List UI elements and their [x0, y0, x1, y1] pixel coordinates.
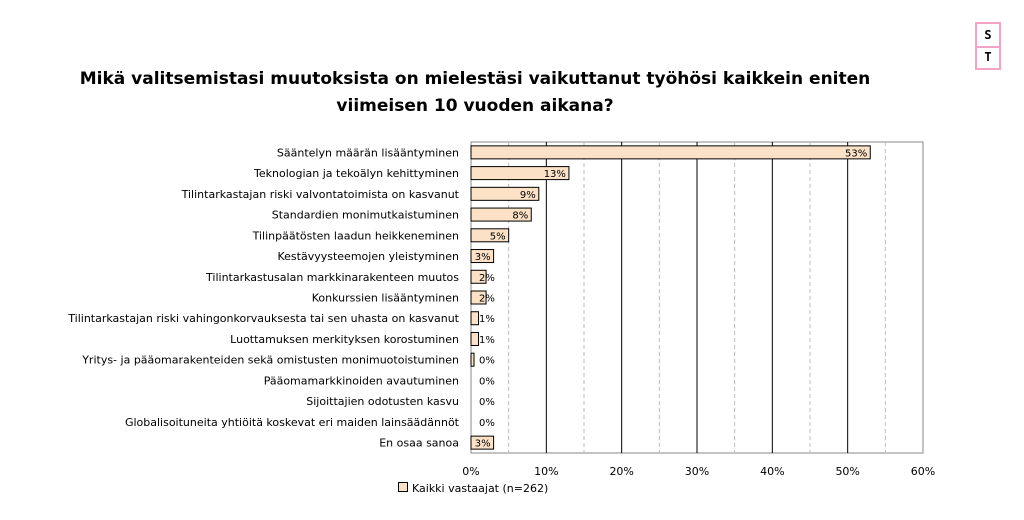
category-label: Sijoittajien odotusten kasvu [306, 395, 459, 409]
category-label: Tilintarkastusalan markkinarakenteen muutos [206, 270, 459, 284]
data-label: 1% [479, 334, 495, 346]
category-label: Teknologian ja tekoälyn kehittyminen [254, 167, 459, 181]
category-label: Kestävyysteemojen yleistyminen [277, 250, 459, 264]
bar [471, 353, 474, 366]
logo-letter-s: S [977, 24, 999, 48]
category-label: Tilintarkastajan riski vahingonkorvauksesta tai sen uhasta on kasvanut [68, 312, 459, 326]
bar [471, 312, 479, 325]
data-label: 2% [479, 293, 495, 305]
category-label: Standardien monimutkaistuminen [271, 208, 459, 222]
x-tick-label: 50% [835, 465, 860, 478]
category-label: Yritys- ja pääomarakenteiden sekä omistusten monimuotoistuminen [82, 353, 459, 367]
data-label: 9% [519, 189, 536, 201]
category-label: Tilinpäätösten laadun heikkeneminen [252, 229, 459, 243]
category-label: Globalisoituneita yhtiöitä koskevat eri maiden lainsäädännöt [124, 415, 459, 429]
legend-label: Kaikki vastaajat (n=262) [412, 482, 549, 495]
data-label: 13% [543, 169, 566, 181]
data-label: 3% [474, 252, 491, 264]
data-label: 0% [479, 417, 495, 429]
category-label: Pääomamarkkinoiden avautuminen [263, 374, 459, 388]
data-label: 2% [479, 272, 495, 284]
x-tick-label: 60% [910, 465, 936, 478]
category-label: En osaa sanoa [379, 436, 459, 450]
bar [471, 146, 870, 159]
x-tick-label: 0% [462, 465, 480, 478]
data-label: 8% [512, 210, 529, 222]
x-tick-label: 30% [684, 465, 710, 478]
category-label: Tilintarkastajan riski valvontatoimista on kasvanut [181, 187, 459, 201]
legend [398, 482, 548, 496]
data-label: 1% [479, 314, 495, 326]
category-label: Luottamuksen merkityksen korostuminen [230, 332, 459, 346]
data-label: 53% [845, 148, 868, 160]
x-tick-label: 40% [760, 465, 785, 478]
category-label: Sääntelyn määrän lisääntyminen [276, 146, 459, 160]
data-label: 0% [479, 355, 495, 367]
category-label: Konkurssien lisääntyminen [311, 291, 459, 305]
data-label: 3% [474, 438, 491, 450]
data-label: 5% [489, 231, 506, 243]
legend-swatch [398, 482, 408, 492]
chart-title: Mikä valitsemistasi muutoksista on mielestäsi vaikuttanut työhösi kaikkein eniten viimeisen 10 vuoden aikana? [79, 69, 871, 116]
data-label: 0% [479, 397, 495, 409]
x-tick-label: 10% [534, 465, 559, 478]
x-tick-label: 20% [609, 465, 634, 478]
data-label: 0% [479, 376, 495, 388]
logo-letter-t: T [984, 50, 992, 64]
bar [471, 332, 479, 345]
